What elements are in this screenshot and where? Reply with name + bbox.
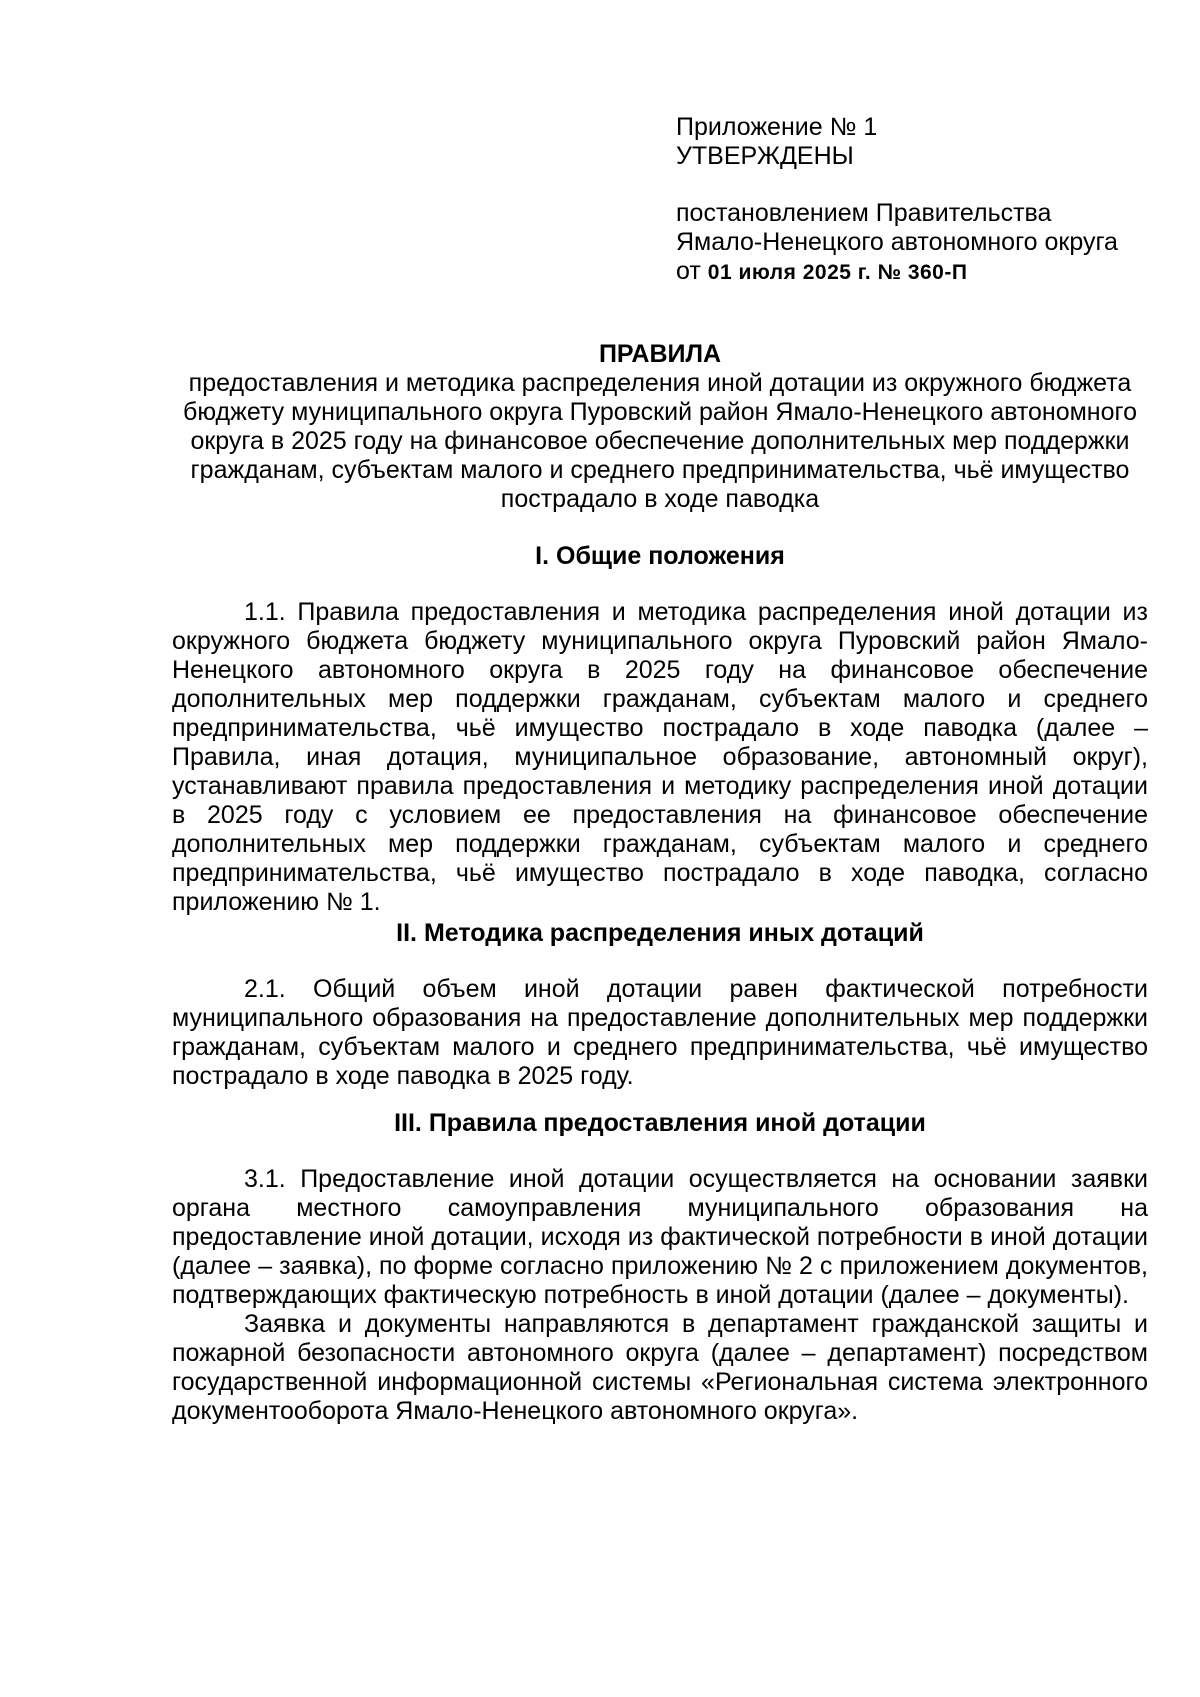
paragraph-3-2: Заявка и документы направляются в департамент гражданской защиты и пожарной безопасности автономного округа (далее – департамент) посредством государственной информационной системы «Региональная система электронного документооборота Ямало-Ненецкого автономного округа». [172, 1310, 1148, 1425]
government-name: Ямало-Ненецкого автономного округа [676, 228, 1118, 256]
paragraph-1-1: 1.1. Правила предоставления и методика распределения иной дотации из окружного бюджета бюджету муниципального округа Пуровский район Ямало-Ненецкого автономного округа в 2025 году на финансовое обеспечение дополнительных мер поддержки гражданам, субъектам малого и среднего предпринимательства, чьё имущество пострадало в ходе паводка (далее – Правила, иная дотация, муниципальное образование, автономный округ), устанавливают правила предоставления и методику распределения иной дотации в 2025 году с условием ее предоставления на финансовое обеспечение дополнительных мер поддержки гражданам, субъектам малого и среднего предпринимательства, чьё имущество пострадало в ходе паводка, согласно приложению № 1. [172, 598, 1148, 916]
paragraph-2-1: 2.1. Общий объем иной дотации равен фактической потребности муниципального образования на предоставление дополнительных мер поддержки гражданам, субъектам малого и среднего предпринимательства, чьё имущество пострадало в ходе паводка в 2025 году. [172, 975, 1148, 1090]
section-2 [172, 919, 1148, 1091]
section-3 [172, 1109, 1148, 1426]
decree-date [676, 257, 1156, 287]
section-heading: III. Правила предоставления иной дотации [394, 1109, 926, 1137]
section-heading: I. Общие положения [535, 542, 785, 570]
appendix-block [676, 113, 1156, 287]
paragraph-3-1: 3.1. Предоставление иной дотации осуществляется на основании заявки органа местного самоуправления муниципального образования на предоставление иной дотации, исходя из фактической потребности в иной дотации (далее – заявка), по форме согласно приложению № 2 с приложением документов, подтверждающих фактическую потребность в иной дотации (далее – документы). [172, 1165, 1148, 1309]
title-main: ПРАВИЛА [598, 340, 722, 368]
date-prefix: от [676, 257, 701, 285]
title-subtitle: предоставления и методика распределения иной дотации из окружного бюджета бюджету муниципального округа Пуровский район Ямало-Ненецкого автономного округа в 2025 году на финансовое обеспечение дополнительных мер поддержки гражданам, субъектам малого и среднего предпринимательства, чьё имущество пострадало в ходе паводка [183, 369, 1137, 513]
decree-number: 01 июля 2025 г. № 360-П [707, 261, 968, 284]
approved-label: УТВЕРЖДЕНЫ [676, 142, 854, 170]
section-1 [172, 542, 1148, 917]
appendix-number: Приложение № 1 [676, 113, 878, 141]
decree-label: постановлением Правительства [676, 199, 1052, 227]
section-heading: II. Методика распределения иных дотаций [396, 919, 924, 947]
document-title [150, 340, 1170, 514]
